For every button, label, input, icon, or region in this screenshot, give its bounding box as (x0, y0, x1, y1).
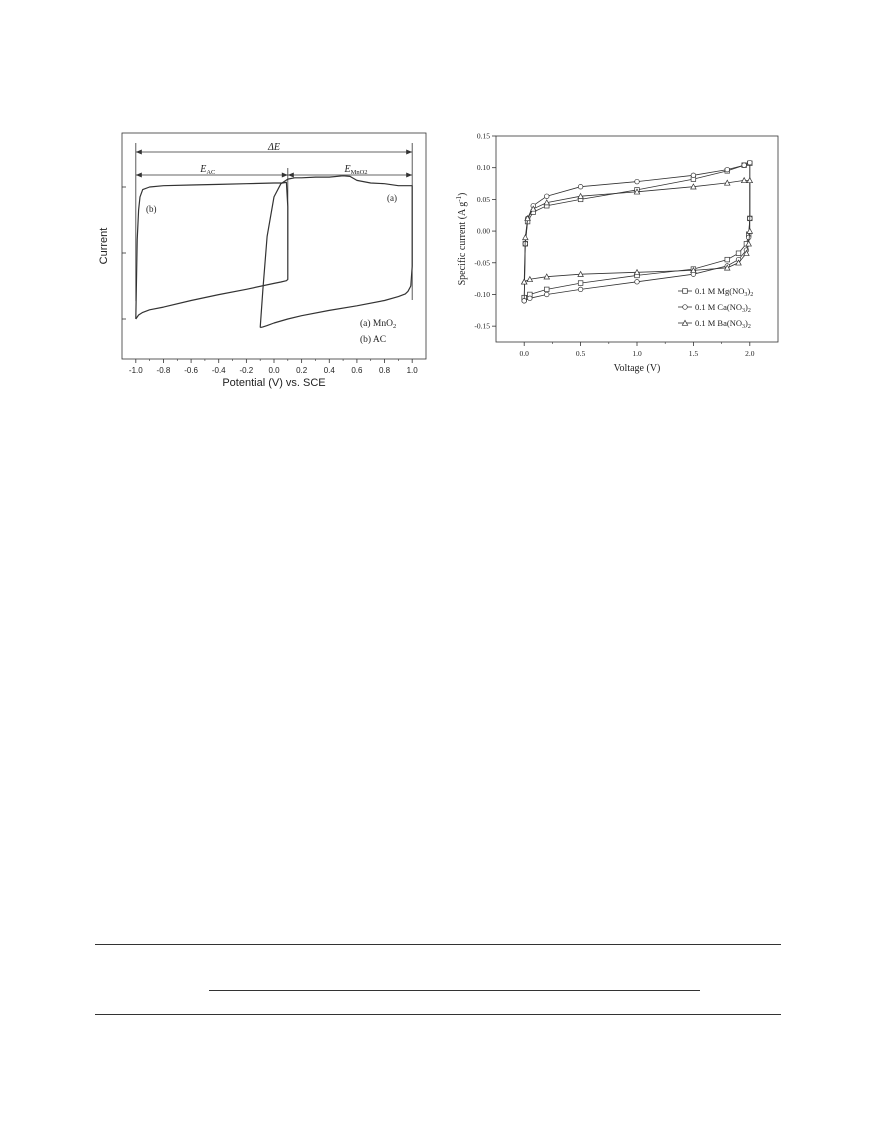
legend-entry-mg (695, 286, 753, 298)
legend-text-sub2: 2 (750, 292, 754, 298)
marker-ba (747, 228, 752, 233)
e-ac-arrow-head-left (136, 173, 142, 178)
x-tick-label: 0.0 (268, 366, 280, 375)
x-tick-label: -0.8 (156, 366, 171, 375)
x-tick-label: 1.0 (406, 366, 418, 375)
legend-text-main: 0.1 M Mg(NO (695, 286, 745, 296)
y-tick-label: -0.15 (474, 321, 490, 331)
delta-e-arrow-head-right (406, 150, 412, 155)
cv-chart-right (452, 128, 792, 380)
x-tick-label: 1.0 (632, 349, 642, 358)
x-tick-label: 0.6 (351, 366, 363, 375)
marker-ca (725, 167, 730, 172)
x-axis-label: Potential (V) vs. SCE (222, 377, 326, 389)
legend-text-main: 0.1 M Ca(NO (695, 302, 742, 312)
legend-marker-mg (683, 289, 688, 294)
legend-entry-mno2 (360, 318, 396, 330)
y-tick-label: 0.10 (476, 163, 490, 173)
curve-a-label: (a) (387, 193, 397, 203)
x-tick-label: 0.4 (323, 366, 335, 375)
marker-mg (725, 257, 730, 262)
marker-ca (635, 279, 640, 284)
marker-ca (544, 194, 549, 199)
marker-ca (635, 179, 640, 184)
legend-text-sub2: 2 (747, 324, 751, 330)
legend-entry-ca (695, 302, 751, 314)
y-axis-label-main: Specific current (A g (457, 201, 468, 286)
x-tick-label: 0.8 (378, 366, 391, 375)
e-ac-subscript: AC (206, 169, 216, 176)
legend-entry-mno2-subscript: 2 (392, 323, 397, 330)
y-tick-label: 0.00 (476, 226, 490, 236)
delta-e-arrow-head-left (136, 150, 142, 155)
marker-mg (736, 251, 741, 256)
legend-text-sub2: 2 (747, 308, 751, 314)
e-mno2-arrow-head-left (288, 173, 294, 178)
y-axis-label (455, 193, 468, 286)
table-header-rule (209, 990, 700, 991)
curve-ac (136, 182, 288, 319)
table-top-rule (95, 944, 781, 945)
curve-ba (524, 180, 750, 281)
marker-ca (528, 296, 533, 301)
marker-mg (578, 281, 583, 286)
cv-figure-nitrates (452, 128, 792, 380)
x-tick-label: -0.6 (184, 366, 198, 375)
x-tick-label: 2.0 (745, 349, 755, 358)
marker-ba (523, 235, 528, 240)
curve-b-label: (b) (146, 204, 157, 214)
legend-marker-ca (683, 305, 688, 310)
legend-text-end: ) (744, 318, 748, 328)
y-tick-label: 0.05 (476, 194, 490, 204)
e-ac-arrow-head-right (282, 173, 288, 178)
x-tick-label: -0.4 (211, 366, 226, 375)
marker-ca (578, 184, 583, 189)
y-tick-label: -0.05 (474, 258, 490, 268)
cv-chart-left (90, 128, 430, 400)
marker-ca (746, 235, 751, 240)
x-tick-label: 0.0 (519, 349, 529, 358)
y-axis-label-sup: -1 (455, 195, 463, 202)
y-axis-label: Current (98, 227, 110, 265)
e-mno2-arrow-head-right (406, 173, 412, 178)
cv-figure-mno2-ac (90, 128, 430, 400)
legend-entry-ba (695, 318, 751, 330)
marker-mg (544, 287, 549, 292)
legend-text-end: ) (744, 302, 748, 312)
delta-e-label: ΔE (268, 142, 280, 153)
y-axis-label-end: ) (457, 192, 468, 196)
x-tick-label: -1.0 (128, 366, 143, 375)
e-mno2-subscript: MnO2 (350, 169, 368, 176)
legend-text-sub: 3 (741, 324, 745, 330)
x-tick-label: 0.2 (296, 366, 308, 375)
marker-ca (578, 287, 583, 292)
x-tick-label: 1.5 (688, 349, 699, 358)
legend-text-end: ) (747, 286, 751, 296)
marker-ca (522, 299, 527, 304)
x-axis-label: Voltage (V) (613, 363, 661, 374)
marker-ca (748, 160, 753, 165)
y-tick-label: -0.10 (474, 289, 490, 299)
e-ac-label: $E_{AC}$ (200, 164, 216, 176)
marker-ca (742, 163, 747, 168)
legend-text-sub: 3 (744, 292, 748, 298)
marker-ba (522, 279, 527, 284)
legend-entry-mno2-main: (a) MnO (360, 319, 393, 329)
marker-ca (544, 292, 549, 297)
e-mno2-label: $E_{MnO2}$ (344, 164, 368, 176)
legend-text-main: 0.1 M Ba(NO (695, 318, 742, 328)
table-bottom-rule (95, 1014, 781, 1015)
x-tick-label: -0.2 (239, 366, 254, 375)
x-tick-label: 0.5 (575, 349, 586, 358)
legend-entry-ac: (b) AC (360, 335, 387, 345)
marker-ca (691, 173, 696, 178)
y-tick-label: 0.15 (476, 131, 490, 141)
legend-text-sub: 3 (741, 308, 745, 314)
